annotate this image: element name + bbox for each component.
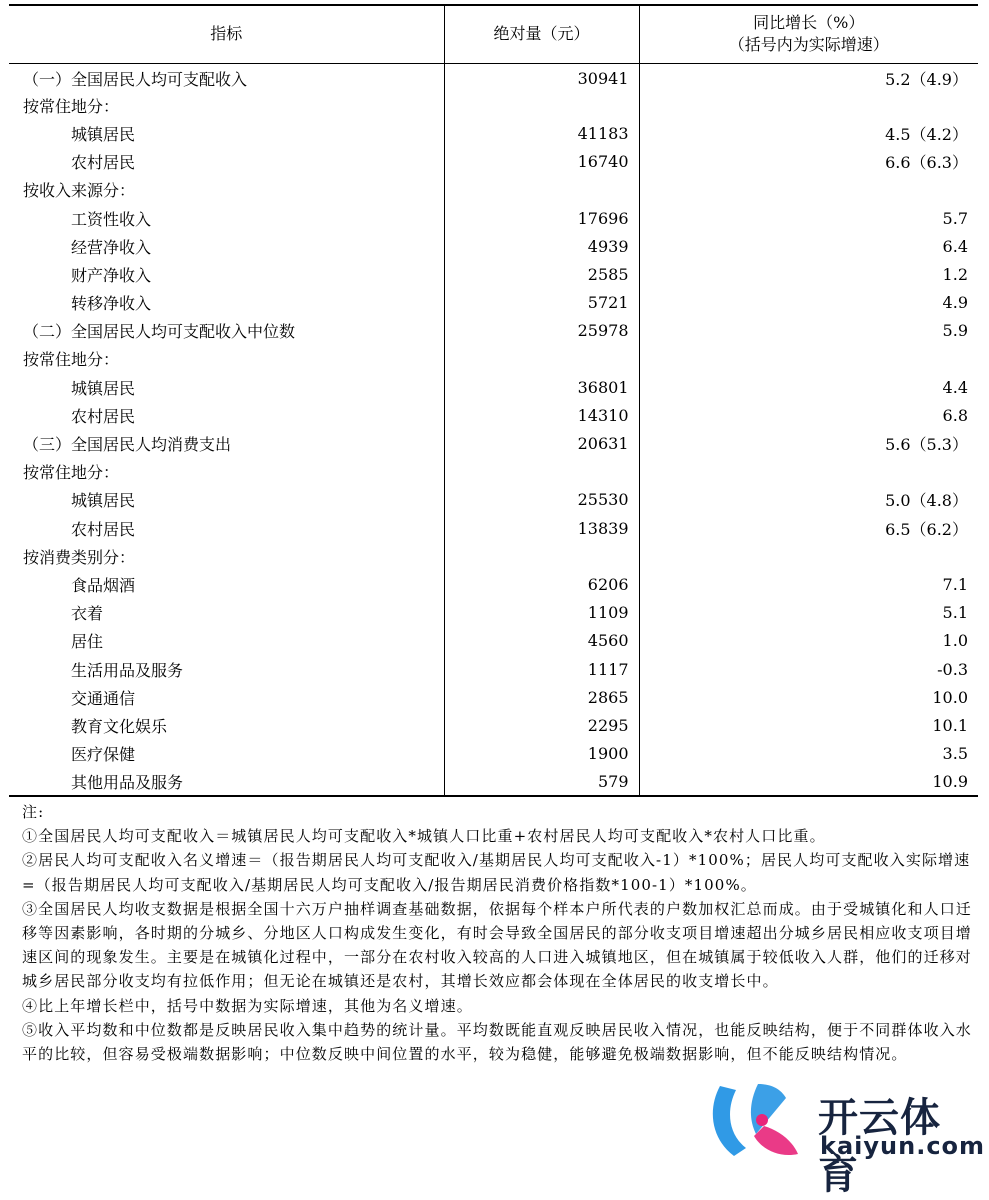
row-growth-value	[639, 542, 978, 570]
row-absolute-value: 2295	[444, 711, 639, 739]
footnotes	[22, 800, 972, 1066]
statistics-table-container	[9, 4, 978, 797]
note-2: ②居民人均可支配收入名义增速＝（报告期居民人均可支配收入/基期居民人均可支配收入-1）*100%；居民人均可支配收入实际增速=（报告期居民人均可支配收入/基期居民人均可支配收入/报告期居民消费价格指数*100-1）*100%。	[22, 851, 971, 894]
row-label: （一）全国居民人均可支配收入	[23, 70, 248, 90]
row-growth-value: 5.9	[639, 317, 978, 345]
row-absolute-value: 4939	[444, 232, 639, 260]
row-absolute-value: 20631	[444, 429, 639, 457]
row-label: 工资性收入	[71, 209, 152, 229]
table-row	[9, 570, 978, 598]
row-growth-value: 6.8	[639, 401, 978, 429]
row-growth-value	[639, 176, 978, 204]
table-row	[9, 345, 978, 373]
row-growth-value: 3.5	[639, 740, 978, 768]
brand-url: kaiyun.com	[820, 1132, 986, 1160]
table-row	[9, 486, 978, 514]
row-growth-value: 5.6（5.3）	[639, 429, 978, 457]
table-row	[9, 91, 978, 119]
note-5: ⑤收入平均数和中位数都是反映居民收入集中趋势的统计量。平均数既能直观反映居民收入情况，也能反映结构，便于不同群体收入水平的比较，但容易受极端数据影响；中位数反映中间位置的水平，较为稳健，能够避免极端数据影响，但不能反映结构情况。	[22, 1020, 972, 1064]
row-label: 居住	[71, 632, 104, 652]
table-row	[9, 542, 978, 570]
row-absolute-value: 6206	[444, 570, 639, 598]
row-label: 生活用品及服务	[71, 660, 184, 680]
row-label: 城镇居民	[71, 124, 136, 144]
header-growth-line2: （括号内为实际增速）	[728, 35, 889, 55]
row-label: 按收入来源分：	[23, 181, 136, 201]
row-absolute-value: 17696	[444, 204, 639, 232]
row-growth-value: 1.0	[639, 627, 978, 655]
table-row	[9, 514, 978, 542]
note-4: ④比上年增长栏中，括号中数据为实际增速，其他为名义增速。	[22, 996, 473, 1015]
table-row	[9, 260, 978, 288]
row-label: 经营净收入	[71, 237, 152, 257]
notes-heading: 注:	[22, 803, 45, 821]
row-growth-value: 5.2（4.9）	[639, 63, 978, 91]
row-absolute-value: 1900	[444, 740, 639, 768]
table-row	[9, 458, 978, 486]
table-row	[9, 119, 978, 147]
row-absolute-value: 13839	[444, 514, 639, 542]
note-1: ①全国居民人均可支配收入＝城镇居民人均可支配收入*城镇人口比重+农村居民人均可支配收入*农村人口比重。	[22, 827, 826, 846]
row-label: 按常住地分：	[23, 96, 120, 116]
row-growth-value: 10.9	[639, 768, 978, 796]
row-label: 城镇居民	[71, 378, 136, 398]
row-label: 城镇居民	[71, 491, 136, 511]
brand-logo-icon	[700, 1078, 810, 1164]
row-absolute-value	[444, 176, 639, 204]
row-growth-value: 6.4	[639, 232, 978, 260]
row-absolute-value	[444, 91, 639, 119]
row-absolute-value: 16740	[444, 148, 639, 176]
table-row	[9, 289, 978, 317]
table-row	[9, 655, 978, 683]
row-label: 食品烟酒	[71, 575, 136, 595]
header-growth-line1: 同比增长（%）	[753, 13, 865, 33]
table-row	[9, 599, 978, 627]
row-absolute-value: 25530	[444, 486, 639, 514]
row-growth-value: 10.1	[639, 711, 978, 739]
row-growth-value: 5.0（4.8）	[639, 486, 978, 514]
row-growth-value	[639, 345, 978, 373]
header-absolute: 绝对量（元）	[444, 5, 639, 63]
brand-name: 开云体育	[818, 1095, 941, 1198]
row-growth-value: -0.3	[639, 655, 978, 683]
row-growth-value: 10.0	[639, 683, 978, 711]
table-row	[9, 148, 978, 176]
row-growth-value: 4.4	[639, 373, 978, 401]
row-label: 交通通信	[71, 688, 136, 708]
table-row	[9, 711, 978, 739]
row-absolute-value	[444, 542, 639, 570]
row-label: （二）全国居民人均可支配收入中位数	[23, 322, 296, 342]
row-absolute-value: 5721	[444, 289, 639, 317]
table-row	[9, 768, 978, 796]
income-consumption-table	[9, 4, 978, 797]
table-header-row	[9, 5, 978, 63]
row-absolute-value: 25978	[444, 317, 639, 345]
header-indicator: 指标	[9, 5, 444, 63]
table-row	[9, 401, 978, 429]
row-label: 其他用品及服务	[9, 768, 444, 796]
table-row	[9, 317, 978, 345]
row-growth-value: 7.1	[639, 570, 978, 598]
table-row	[9, 373, 978, 401]
row-growth-value	[639, 91, 978, 119]
table-row	[9, 63, 978, 91]
table-row	[9, 232, 978, 260]
row-growth-value	[639, 458, 978, 486]
row-growth-value: 6.5（6.2）	[639, 514, 978, 542]
note-3: ③全国居民人均收支数据是根据全国十六万户抽样调查基础数据，依据每个样本户所代表的户数加权汇总而成。由于受城镇化和人口迁移等因素影响，各时期的分城乡、分地区人口构成发生变化，有时会导致全国居民的部分收支项目增速超出分城乡居民相应收支项目增速区间的现象发生。主要是在城镇化过程中，一部分在农村收入较高的人口进入城镇地区，但在城镇属于较低收入人群，他们的迁移对城乡居民部分收支均有拉低作用；但无论在城镇还是农村，其增长效应都会体现在全体居民的收支增长中。	[22, 899, 972, 991]
row-absolute-value: 2865	[444, 683, 639, 711]
row-absolute-value: 4560	[444, 627, 639, 655]
row-label: 教育文化娱乐	[71, 716, 168, 736]
row-label: 财产净收入	[71, 265, 152, 285]
row-label: 转移净收入	[71, 294, 152, 314]
row-growth-value: 4.9	[639, 289, 978, 317]
row-growth-value: 1.2	[639, 260, 978, 288]
row-label: 农村居民	[71, 406, 136, 426]
row-label: 按常住地分：	[23, 350, 120, 370]
row-growth-value: 5.1	[639, 599, 978, 627]
row-growth-value: 6.6（6.3）	[639, 148, 978, 176]
table-row	[9, 429, 978, 457]
row-label: 按消费类别分：	[23, 547, 136, 567]
row-label: 衣着	[71, 604, 104, 624]
row-label: 医疗保健	[71, 745, 136, 765]
table-row	[9, 627, 978, 655]
header-growth	[639, 5, 978, 63]
row-absolute-value: 1117	[444, 655, 639, 683]
row-absolute-value	[444, 345, 639, 373]
watermark	[700, 1078, 986, 1198]
row-absolute-value: 579	[444, 768, 639, 796]
row-absolute-value	[444, 458, 639, 486]
table-body	[9, 63, 978, 796]
table-row	[9, 204, 978, 232]
table-row	[9, 740, 978, 768]
row-absolute-value: 14310	[444, 401, 639, 429]
row-label: （三）全国居民人均消费支出	[23, 435, 232, 455]
row-growth-value: 5.7	[639, 204, 978, 232]
row-label: 农村居民	[71, 519, 136, 539]
row-absolute-value: 36801	[444, 373, 639, 401]
row-label: 按常住地分：	[23, 463, 120, 483]
row-absolute-value: 2585	[444, 260, 639, 288]
table-row	[9, 683, 978, 711]
table-row	[9, 176, 978, 204]
row-growth-value: 4.5（4.2）	[639, 119, 978, 147]
row-absolute-value: 30941	[444, 63, 639, 91]
row-absolute-value: 41183	[444, 119, 639, 147]
row-absolute-value: 1109	[444, 599, 639, 627]
row-label: 农村居民	[71, 153, 136, 173]
